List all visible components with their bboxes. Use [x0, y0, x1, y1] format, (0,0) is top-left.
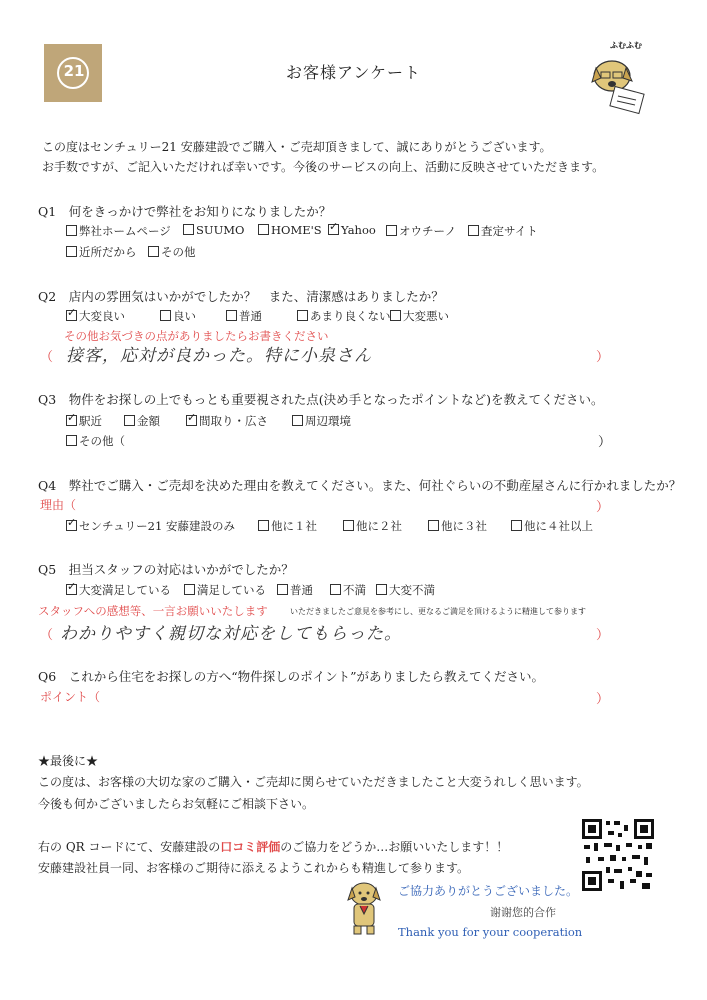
checkbox[interactable] [124, 415, 135, 426]
q1-option-ouchino[interactable]: オウチーノ [386, 223, 456, 239]
q2-option-not-good[interactable]: あまり良くない [297, 308, 391, 324]
checkbox-checked[interactable] [66, 310, 77, 321]
q4-close-paren: ） [596, 500, 610, 515]
checkbox[interactable] [390, 310, 401, 321]
checkbox[interactable] [386, 225, 397, 236]
q2-text: 店内の雰囲気はいかがでしたか？ また、清潔感はありましたか？ [68, 289, 444, 304]
q2-option-normal[interactable]: 普通 [226, 308, 262, 324]
q3-question [38, 390, 603, 408]
q3-option-environment[interactable]: 周辺環境 [292, 413, 351, 429]
q1-option-other[interactable]: その他 [148, 244, 196, 260]
q4-reason-label: 理由（ [40, 498, 77, 512]
q3-close-paren: ） [598, 435, 612, 450]
q3-option-station[interactable]: ✓駅近 [66, 413, 102, 429]
q1-option-satei[interactable]: 査定サイト [468, 223, 538, 239]
q5-note: スタッフへの感想等、一言お願いいたします [38, 604, 268, 618]
thanks-chinese: 谢谢您的合作 [490, 906, 556, 919]
thanks-japanese: ご協力ありがとうございました。 [398, 884, 579, 898]
checkbox[interactable] [277, 584, 288, 595]
checkbox[interactable] [66, 246, 77, 257]
mascot-caption: ふむふむ [610, 40, 642, 50]
checkbox[interactable] [343, 520, 354, 531]
q5-option-satisfied[interactable]: 満足している [184, 582, 266, 598]
checkbox[interactable] [148, 246, 159, 257]
q5-note-small: いただきましたご意見を参考にし、更なるご満足を頂けるように精進して参ります [290, 607, 586, 616]
q1-option-suumo[interactable]: SUUMO [183, 223, 244, 237]
q6-text: これから住宅をお探しの方へ“物件探しのポイント”がありましたら教えてください。 [68, 669, 545, 684]
checkbox[interactable] [330, 584, 341, 595]
checkbox[interactable] [66, 225, 77, 236]
checkbox[interactable] [258, 520, 269, 531]
q1-option-neighborhood[interactable]: 近所だから [66, 244, 137, 260]
review-link-text: 口コミ評価 [220, 840, 281, 854]
q4-option-1[interactable]: 他に１社 [258, 518, 317, 534]
page-title: お客様アンケート [285, 63, 422, 82]
mascot-reading-icon [588, 40, 658, 110]
q5-text: 担当スタッフの対応はいかがでしたか？ [68, 562, 294, 577]
checkbox-checked[interactable] [66, 415, 77, 426]
closing-line-1: この度は、お客様の大切な家のご購入・ご売却に関らせていただきましたこと大変うれしく思います。 [38, 775, 589, 789]
checkbox[interactable] [297, 310, 308, 321]
checkbox[interactable] [226, 310, 237, 321]
closing-line-4: 安藤建設社員一同、お客様のご期待に添えるようこれからも精進して参ります。 [38, 861, 470, 875]
q3-option-other[interactable]: その他（ [66, 433, 125, 449]
intro-line-1: この度はセンチュリー21 安藤建設でご購入・ご売却頂きまして、誠にありがとうございます。 [42, 140, 552, 154]
checkbox-checked[interactable] [328, 224, 339, 235]
q1-option-homes[interactable]: HOME'S [258, 223, 322, 237]
q4-option-4[interactable]: 他に４社以上 [511, 518, 593, 534]
q4-option-2[interactable]: 他に２社 [343, 518, 402, 534]
q5-option-very-satisfied[interactable]: ✓大変満足している [66, 582, 171, 598]
checkbox[interactable] [160, 310, 171, 321]
q5-option-normal[interactable]: 普通 [277, 582, 313, 598]
q5-open-paren: （ [40, 628, 54, 643]
checkbox[interactable] [468, 225, 479, 236]
q5-question [38, 560, 294, 578]
q3-text: 物件をお探しの上でもっとも重要視された点(決め手となったポイントなど)を教えてください。 [68, 392, 604, 407]
q2-open-paren: （ [40, 350, 54, 365]
checkbox[interactable] [376, 584, 387, 595]
logo-text: 21 [63, 62, 85, 80]
closing-heading: ★最後に★ [38, 754, 99, 768]
thanks-english: Thank you for your cooperation [398, 925, 583, 939]
checkbox[interactable] [258, 224, 269, 235]
q4-text: 弊社でご購入・ご売却を決めた理由を教えてください。また、何社ぐらいの不動産屋さんに行かれましたか？ [68, 478, 682, 493]
q3-label: Q3 [38, 392, 57, 407]
mascot-bowing-icon [340, 880, 390, 936]
q2-question [38, 287, 444, 305]
q2-note: その他お気づきの点がありましたらお書きください [64, 329, 329, 343]
q4-question [38, 476, 681, 494]
q2-option-very-bad[interactable]: 大変悪い [390, 308, 449, 324]
q2-option-very-good[interactable]: ✓大変良い [66, 308, 125, 324]
checkbox[interactable] [292, 415, 303, 426]
q4-option-3[interactable]: 他に３社 [428, 518, 487, 534]
q2-option-good[interactable]: 良い [160, 308, 196, 324]
checkbox-checked[interactable] [186, 415, 197, 426]
q4-label: Q4 [38, 478, 57, 493]
q6-label: Q6 [38, 669, 57, 684]
q5-option-dissatisfied[interactable]: 不満 [330, 582, 366, 598]
closing-line-2: 今後も何かございましたらお気軽にご相談下さい。 [38, 797, 315, 811]
checkbox-checked[interactable] [66, 584, 77, 595]
q1-option-yahoo[interactable]: ✓ Yahoo [328, 223, 376, 237]
checkbox[interactable] [184, 584, 195, 595]
closing-qr-line: 右の QR コードにて、安藤建設の口コミ評価のご協力をどうか…お願いいたします！！ [38, 840, 509, 854]
q3-option-price[interactable]: 金額 [124, 413, 160, 429]
q2-answer[interactable]: 接客，応対が良かった。特に小泉さん [66, 346, 372, 366]
q5-option-very-dissatisfied[interactable]: 大変不満 [376, 582, 435, 598]
q1-question [38, 202, 331, 220]
q6-question [38, 667, 544, 685]
q5-close-paren: ） [596, 628, 610, 643]
checkbox[interactable] [511, 520, 522, 531]
q3-option-layout[interactable]: ✓ 間取り・広さ [186, 413, 268, 429]
intro-line-2: お手数ですが、ご記入いただければ幸いです。今後のサービスの向上、活動に反映させていただきます。 [42, 160, 605, 174]
q1-label: Q1 [38, 204, 57, 219]
q1-option-homepage[interactable]: 弊社ホームページ [66, 223, 171, 239]
q4-option-only-us[interactable]: ✓センチュリー21 安藤建設のみ [66, 518, 235, 534]
q5-label: Q5 [38, 562, 57, 577]
checkbox[interactable] [428, 520, 439, 531]
q5-answer[interactable]: わかりやすく親切な対応をしてもらった。 [60, 624, 402, 644]
q6-close-paren: ） [596, 692, 610, 707]
checkbox[interactable] [183, 224, 194, 235]
qr-code-icon[interactable] [580, 817, 656, 893]
checkbox-checked[interactable] [66, 520, 77, 531]
q1-text: 何をきっかけで弊社をお知りになりましたか？ [68, 204, 332, 219]
q2-close-paren: ） [596, 350, 610, 365]
checkbox[interactable] [66, 435, 77, 446]
q6-point-label: ポイント（ [40, 690, 101, 704]
q2-label: Q2 [38, 289, 57, 304]
